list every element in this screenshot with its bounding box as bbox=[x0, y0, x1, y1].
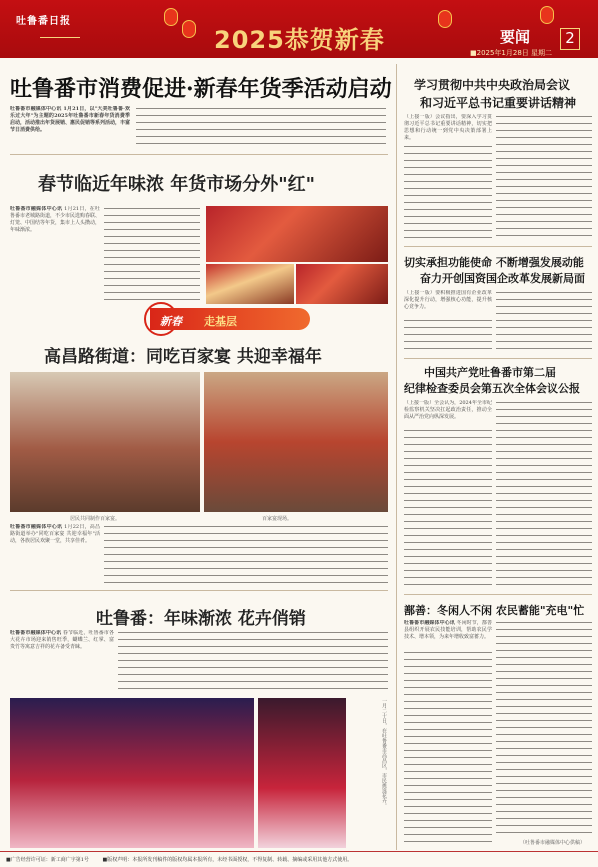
page-number: 2 bbox=[560, 28, 580, 50]
headline-gaochang: 高昌路街道：同吃百家宴 共迎幸福年 bbox=[44, 347, 322, 367]
feast-photo bbox=[204, 372, 388, 512]
headline-flowers: 吐鲁番：年味渐浓 花卉俏销 bbox=[96, 609, 306, 629]
article-text-reform bbox=[496, 290, 592, 354]
article-text-spring bbox=[104, 206, 200, 302]
article-text-discipline bbox=[496, 400, 592, 590]
caption-feast-right: 百家宴现场。 bbox=[262, 516, 293, 522]
article-text-study bbox=[404, 144, 492, 242]
ad-permit: ■广告经营许可证：新工商广字第1号 bbox=[6, 857, 89, 863]
byline-spring: 吐鲁番市融媒体中心讯 1月21日，在吐鲁番市老城路街道，不少市民选购春联、灯笼、中国结等年货，集市上人头攒动，年味渐浓。 bbox=[10, 206, 100, 233]
headline-discipline-2: 纪律检查委员会第五次全体会议公报 bbox=[404, 382, 580, 395]
headline-study-2: 和习近平总书记重要讲话精神 bbox=[420, 96, 577, 110]
body-study: （上接一版）会议指出，要深入学习贯彻习近平总书记重要讲话精神，切实把思想和行动统一到党中央决策部署上来。 bbox=[404, 114, 492, 141]
article-text-flowers bbox=[118, 630, 388, 690]
copyright-notice: ■版权声明：本报所发刊稿件的版权均属本报所有，未经书面授权，不得复制、转载、摘编或采用其他方式使用。 bbox=[102, 857, 353, 863]
article-text-discipline bbox=[404, 428, 492, 590]
byline-winter: 吐鲁番市融媒体中心讯 冬闲时节，鄯善县组织开展农民技能培训，帮助农民学技术、增本领，为来年增收致富蓄力。 bbox=[404, 620, 492, 640]
stage-photo bbox=[10, 698, 254, 848]
section-rule bbox=[404, 246, 592, 247]
headline-reform-1: 切实承担功能使命 不断增强发展动能 bbox=[404, 256, 584, 269]
article-text-winter bbox=[404, 650, 492, 846]
issue-date: ■2025年1月28日 星期二 bbox=[470, 49, 553, 57]
article-text-winter bbox=[496, 620, 592, 836]
headline-winter: 鄯善：冬闲人不闲 农民蓄能"充电"忙 bbox=[404, 604, 585, 617]
byline-gaochang: 吐鲁番市融媒体中心讯 1月22日，高昌路街道举办"同吃百家宴 共迎幸福年"活动，各族居民欢聚一堂，共享佳肴。 bbox=[10, 524, 100, 544]
market-photo bbox=[296, 264, 388, 304]
body-discipline: （上接一版）全会认为，2024年全市纪检监察机关坚决扛起政治责任，推动全面从严治党向纵深发展。 bbox=[404, 400, 492, 420]
byline-flowers: 吐鲁番市融媒体中心讯 春节临近，吐鲁番市各大花卉市场迎来销售旺季，蝴蝶兰、红掌、富贵竹等寓意吉祥的花卉备受青睐。 bbox=[10, 630, 114, 650]
article-text-reform bbox=[404, 318, 492, 354]
section-rule bbox=[10, 590, 388, 591]
feast-photo bbox=[10, 372, 200, 512]
masthead-title: 2025恭贺新春 bbox=[214, 26, 385, 54]
masthead bbox=[0, 0, 598, 58]
byline-consume: 吐鲁番市融媒体中心讯 1月21日，以"大美吐鲁番·欢乐过大年"为主题的2025年吐鲁番市新春年货消费季启动，活动推出年货展销、惠民促销等系列活动，丰富节日消费供给。 bbox=[10, 106, 130, 133]
headline-reform-2: 奋力开创国资国企改革发展新局面 bbox=[420, 272, 585, 285]
logo-underline bbox=[40, 24, 80, 38]
section-rule bbox=[10, 154, 388, 155]
article-text-study bbox=[496, 114, 592, 242]
banner-label-xinchun: 新春 bbox=[160, 315, 182, 328]
banner-label-zoujiceng: 走基层 bbox=[204, 315, 237, 328]
stage-photo bbox=[258, 698, 346, 848]
section-rule bbox=[404, 358, 592, 359]
source-winter: （吐鲁番市融媒体中心供稿） bbox=[520, 840, 586, 846]
lantern-icon bbox=[164, 8, 178, 26]
article-text-consume bbox=[136, 106, 386, 148]
headline-spring: 春节临近年味浓 年货市场分外"红" bbox=[38, 174, 316, 195]
section-rule bbox=[404, 594, 592, 595]
page-footer bbox=[0, 851, 598, 867]
lantern-icon bbox=[182, 20, 196, 38]
market-photo bbox=[206, 264, 294, 304]
headline-discipline-1: 中国共产党吐鲁番市第二届 bbox=[424, 366, 556, 379]
section-name: 要闻 bbox=[500, 28, 531, 46]
headline-consume: 吐鲁番市消费促进·新春年货季活动启动 bbox=[10, 76, 392, 102]
lantern-icon bbox=[438, 10, 452, 28]
caption-flowers: 一月二十日，在吐鲁番市高昌区，市民挑选花卉。 bbox=[381, 698, 387, 808]
column-divider bbox=[396, 64, 397, 850]
market-photo bbox=[206, 206, 388, 262]
article-text-gaochang bbox=[104, 524, 388, 586]
headline-study-1: 学习贯彻中共中央政治局会议 bbox=[414, 78, 571, 92]
newspaper-logo: 吐鲁番日报 bbox=[16, 16, 71, 27]
body-reform: （上接一版）要积极推进国有企业改革深化提升行动，增强核心功能，提升核心竞争力。 bbox=[404, 290, 492, 310]
caption-feast-left: 居民共同制作百家宴。 bbox=[70, 516, 121, 522]
lantern-icon bbox=[540, 6, 554, 24]
